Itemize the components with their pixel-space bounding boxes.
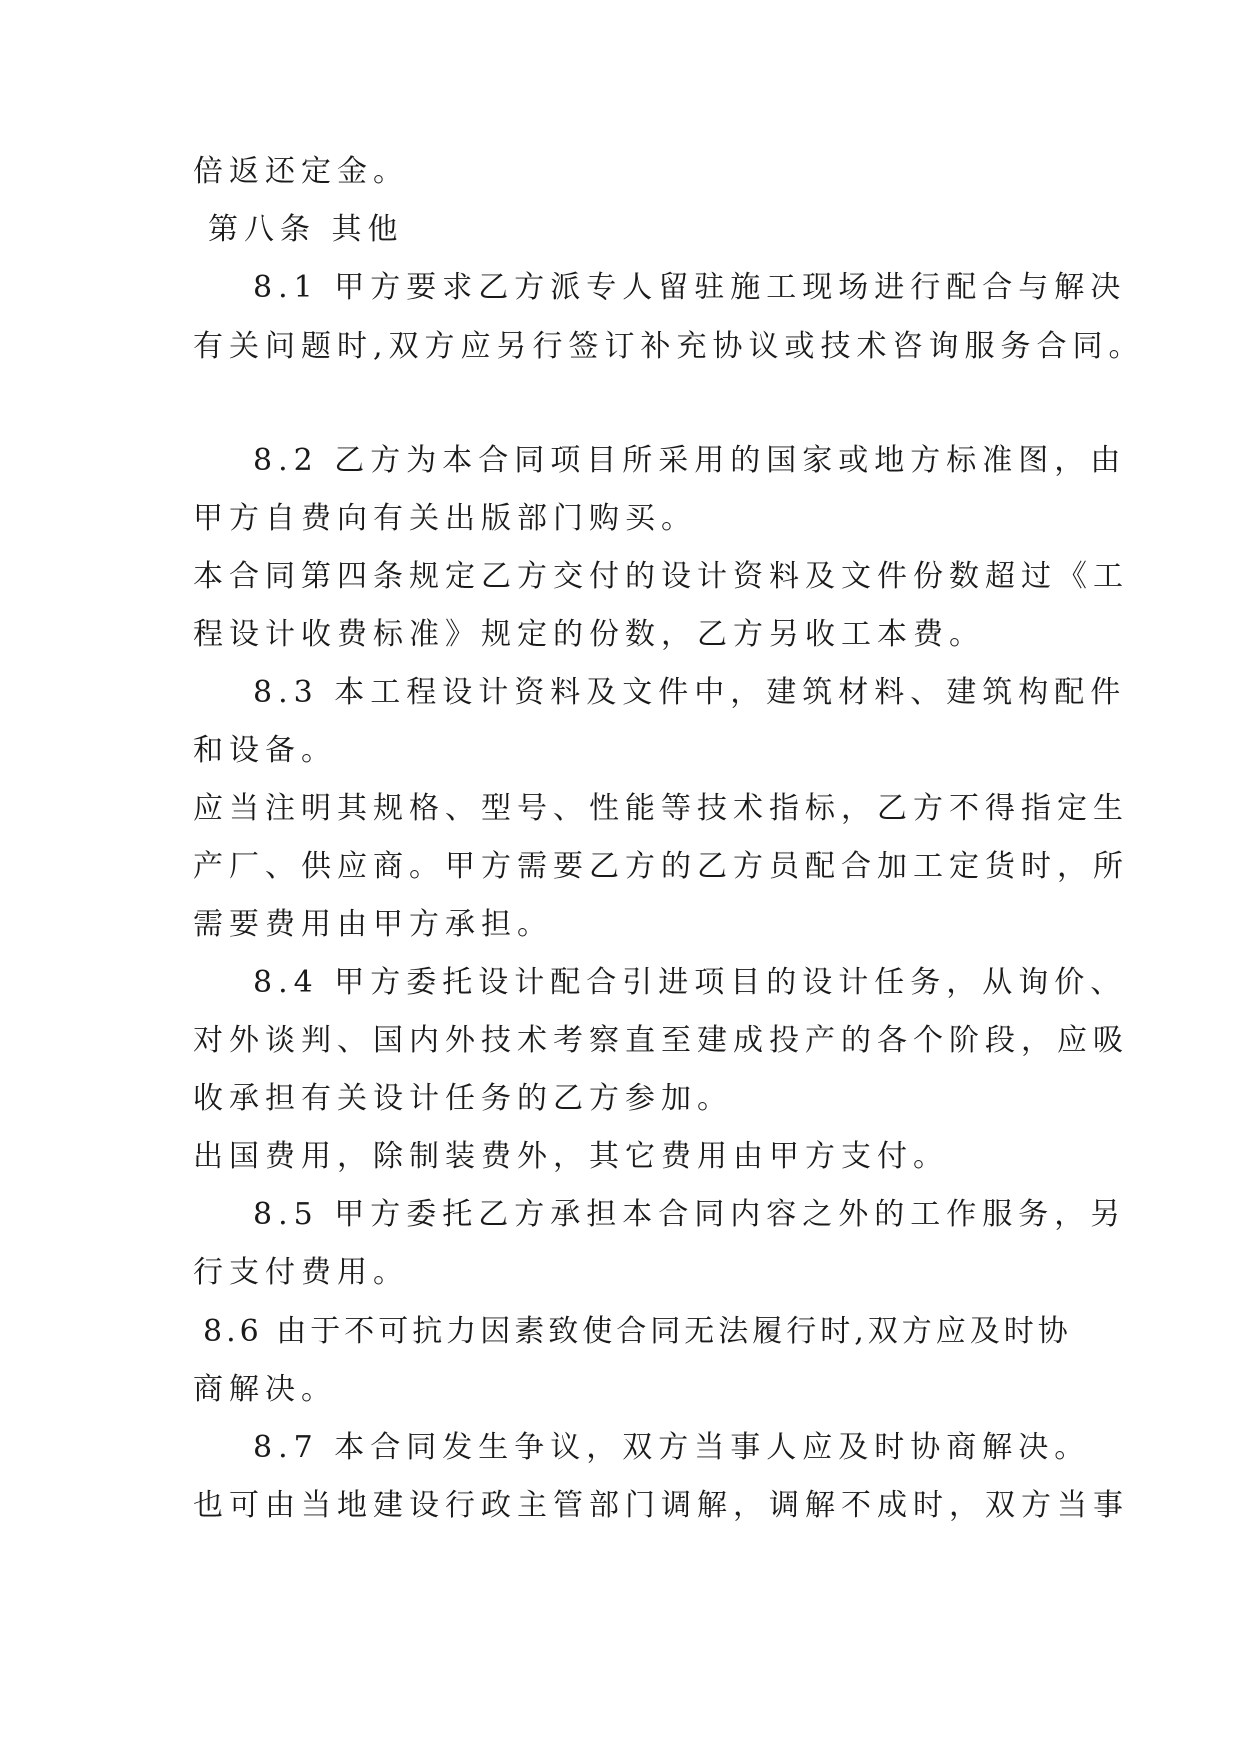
text-line: 程设计收费标准》规定的份数，乙方另收工本费。 (193, 617, 985, 652)
clause-8-1-line-2: 有关问题时,双方应另行签订补充协议或技术咨询服务合同。 (193, 329, 1145, 364)
clause-8-4-line-1: 8.4 甲方委托设计配合引进项目的设计任务，从询价、 (253, 965, 1127, 1000)
clause-8-5-line-1: 8.5 甲方委托乙方承担本合同内容之外的工作服务，另 (253, 1197, 1127, 1232)
clause-8-6-line-1: 8.6 由于不可抗力因素致使合同无法履行时,双方应及时协 (203, 1314, 1072, 1349)
clause-8-3-line-1: 8.3 本工程设计资料及文件中，建筑材料、建筑构配件 (253, 675, 1127, 710)
clause-8-2-line-1: 8.2 乙方为本合同项目所采用的国家或地方标准图，由 (253, 443, 1127, 478)
clause-8-4-line-2: 对外谈判、国内外技术考察直至建成投产的各个阶段，应吸 (193, 1023, 1129, 1058)
clause-8-7-line-1: 8.7 本合同发生争议，双方当事人应及时协商解决。 (253, 1430, 1091, 1465)
text-line: 倍返还定金。 (193, 154, 409, 189)
text-line: 出国费用，除制装费外，其它费用由甲方支付。 (193, 1139, 949, 1174)
clause-8-3-line-2: 和设备。 (193, 733, 337, 768)
text-line: 本合同第四条规定乙方交付的设计资料及文件份数超过《工 (193, 559, 1129, 594)
clause-8-5-line-2: 行支付费用。 (193, 1255, 409, 1290)
text-line: 产厂、供应商。甲方需要乙方的乙方员配合加工定货时，所 (193, 849, 1129, 884)
text-line: 需要费用由甲方承担。 (193, 907, 553, 942)
section-heading: 第八条 其他 (208, 212, 404, 247)
clause-8-2-line-2: 甲方自费向有关出版部门购买。 (193, 501, 697, 536)
text-line: 也可由当地建设行政主管部门调解，调解不成时，双方当事 (193, 1488, 1129, 1523)
clause-8-6-line-2: 商解决。 (193, 1372, 337, 1407)
text-line: 应当注明其规格、型号、性能等技术指标，乙方不得指定生 (193, 791, 1129, 826)
clause-8-4-line-3: 收承担有关设计任务的乙方参加。 (193, 1081, 733, 1116)
clause-8-1-line-1: 8.1 甲方要求乙方派专人留驻施工现场进行配合与解决 (253, 270, 1127, 305)
